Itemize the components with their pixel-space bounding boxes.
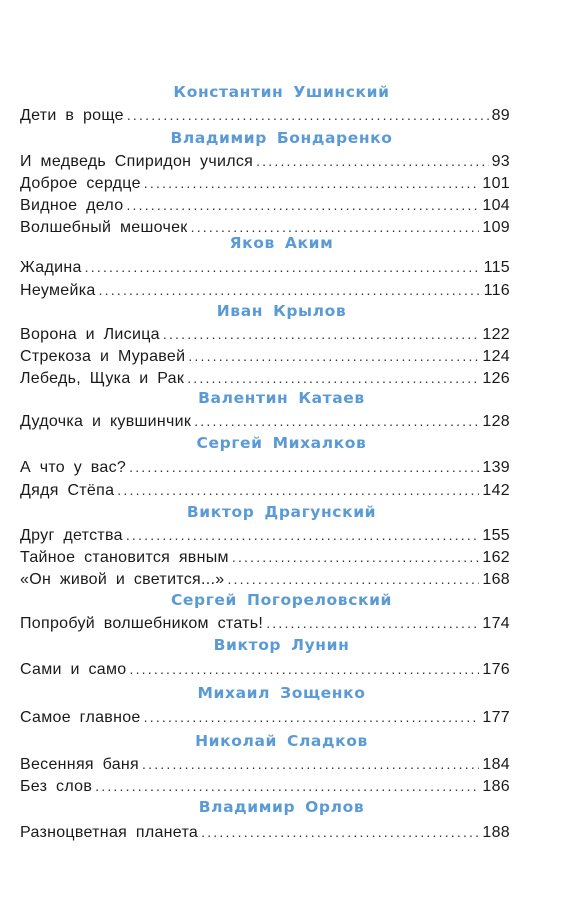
toc-entry[interactable]: [20, 479, 510, 501]
entry-title: Лебедь, Щука и Рак: [20, 370, 185, 387]
page-number: 93: [491, 153, 510, 170]
dot-leader: [126, 194, 479, 216]
entry-title: Попробуй волшебником стать!: [20, 615, 264, 632]
author-heading: Константин Ушинский: [173, 83, 390, 101]
page-number: 184: [482, 756, 510, 773]
page-number: 155: [482, 527, 510, 544]
page-number: 126: [482, 370, 510, 387]
toc-entry[interactable]: [20, 279, 510, 301]
entry-title: Доброе сердце: [20, 175, 141, 192]
author-heading: Николай Сладков: [195, 732, 368, 750]
page-number: 188: [482, 824, 510, 841]
toc-entry[interactable]: [20, 546, 510, 568]
page-number: 174: [482, 615, 510, 632]
dot-leader: [129, 456, 479, 478]
page-number: 177: [482, 709, 510, 726]
page-number: 116: [483, 282, 510, 299]
toc-entry[interactable]: [20, 612, 510, 634]
entry-title: Друг детства: [20, 527, 123, 544]
author-heading: Сергей Михалков: [196, 434, 367, 452]
author-heading: Валентин Катаев: [198, 389, 365, 407]
author-heading: Виктор Лунин: [213, 636, 350, 654]
dot-leader: [127, 104, 489, 126]
dot-leader: [95, 775, 479, 797]
author-heading: Сергей Погореловский: [170, 591, 393, 609]
entry-title: Самое главное: [20, 709, 141, 726]
dot-leader: [99, 279, 481, 301]
entry-title: Волшебный мешочек: [20, 219, 188, 236]
toc-entry[interactable]: [20, 367, 510, 389]
toc-entry[interactable]: [20, 456, 510, 478]
toc-entry[interactable]: [20, 172, 510, 194]
author-heading: Виктор Драгунский: [186, 503, 377, 521]
page-number: 122: [482, 326, 510, 343]
entry-title: Жадина: [20, 259, 82, 276]
page-number: 89: [491, 107, 510, 124]
entry-title: Сами и само: [20, 661, 127, 678]
page-number: 101: [482, 175, 510, 192]
dot-leader: [144, 172, 480, 194]
dot-leader: [187, 367, 479, 389]
page-number: 128: [482, 413, 510, 430]
toc-entry[interactable]: [20, 568, 510, 590]
page-number: 162: [482, 549, 510, 566]
dot-leader: [227, 568, 479, 590]
page-number: 139: [482, 459, 510, 476]
dot-leader: [144, 706, 480, 728]
entry-title: «Он живой и светится...»: [20, 571, 225, 588]
entry-title: А что у вас?: [20, 459, 127, 476]
dot-leader: [117, 479, 479, 501]
dot-leader: [188, 345, 479, 367]
entry-title: Стрекоза и Муравей: [20, 348, 186, 365]
toc-entry[interactable]: [20, 821, 510, 843]
author-heading: Владимир Орлов: [198, 798, 365, 816]
page-number: 109: [482, 219, 510, 236]
toc-entry[interactable]: [20, 410, 510, 432]
toc-entry[interactable]: [20, 753, 510, 775]
dot-leader: [142, 753, 479, 775]
dot-leader: [163, 323, 480, 345]
page-number: 186: [482, 778, 510, 795]
page-number: 115: [483, 259, 510, 276]
toc-entry[interactable]: [20, 345, 510, 367]
dot-leader: [256, 150, 489, 172]
page-number: 104: [482, 197, 510, 214]
author-heading: Владимир Бондаренко: [170, 129, 393, 147]
toc-entry[interactable]: [20, 150, 510, 172]
dot-leader: [85, 256, 481, 278]
author-heading: Иван Крылов: [216, 302, 347, 320]
page-number: 168: [482, 571, 510, 588]
toc-entry[interactable]: [20, 658, 510, 680]
toc-entry[interactable]: [20, 323, 510, 345]
toc-entry[interactable]: [20, 706, 510, 728]
toc-entry[interactable]: [20, 104, 510, 126]
author-heading: Михаил Зощенко: [197, 684, 366, 702]
entry-title: Весенняя баня: [20, 756, 140, 773]
dot-leader: [130, 658, 480, 680]
entry-title: Ворона и Лисица: [20, 326, 160, 343]
dot-leader: [201, 821, 479, 843]
author-heading: Яков Аким: [229, 234, 334, 252]
page-number: 176: [482, 661, 510, 678]
toc-entry[interactable]: [20, 194, 510, 216]
dot-leader: [126, 524, 480, 546]
dot-leader: [194, 410, 479, 432]
entry-title: Неумейка: [20, 282, 96, 299]
toc-entry[interactable]: [20, 256, 510, 278]
entry-title: Разноцветная планета: [20, 824, 199, 841]
entry-title: Тайное становится явным: [20, 549, 229, 566]
entry-title: Дядя Стёпа: [20, 482, 115, 499]
page-number: 124: [482, 348, 510, 365]
entry-title: И медведь Спиридон учился: [20, 153, 254, 170]
dot-leader: [232, 546, 480, 568]
entry-title: Видное дело: [20, 197, 124, 214]
toc-entry[interactable]: [20, 775, 510, 797]
toc-entry[interactable]: [20, 524, 510, 546]
dot-leader: [266, 612, 479, 634]
entry-title: Без слов: [20, 778, 93, 795]
entry-title: Дети в роще: [20, 107, 124, 124]
entry-title: Дудочка и кувшинчик: [20, 413, 192, 430]
page-number: 142: [482, 482, 510, 499]
